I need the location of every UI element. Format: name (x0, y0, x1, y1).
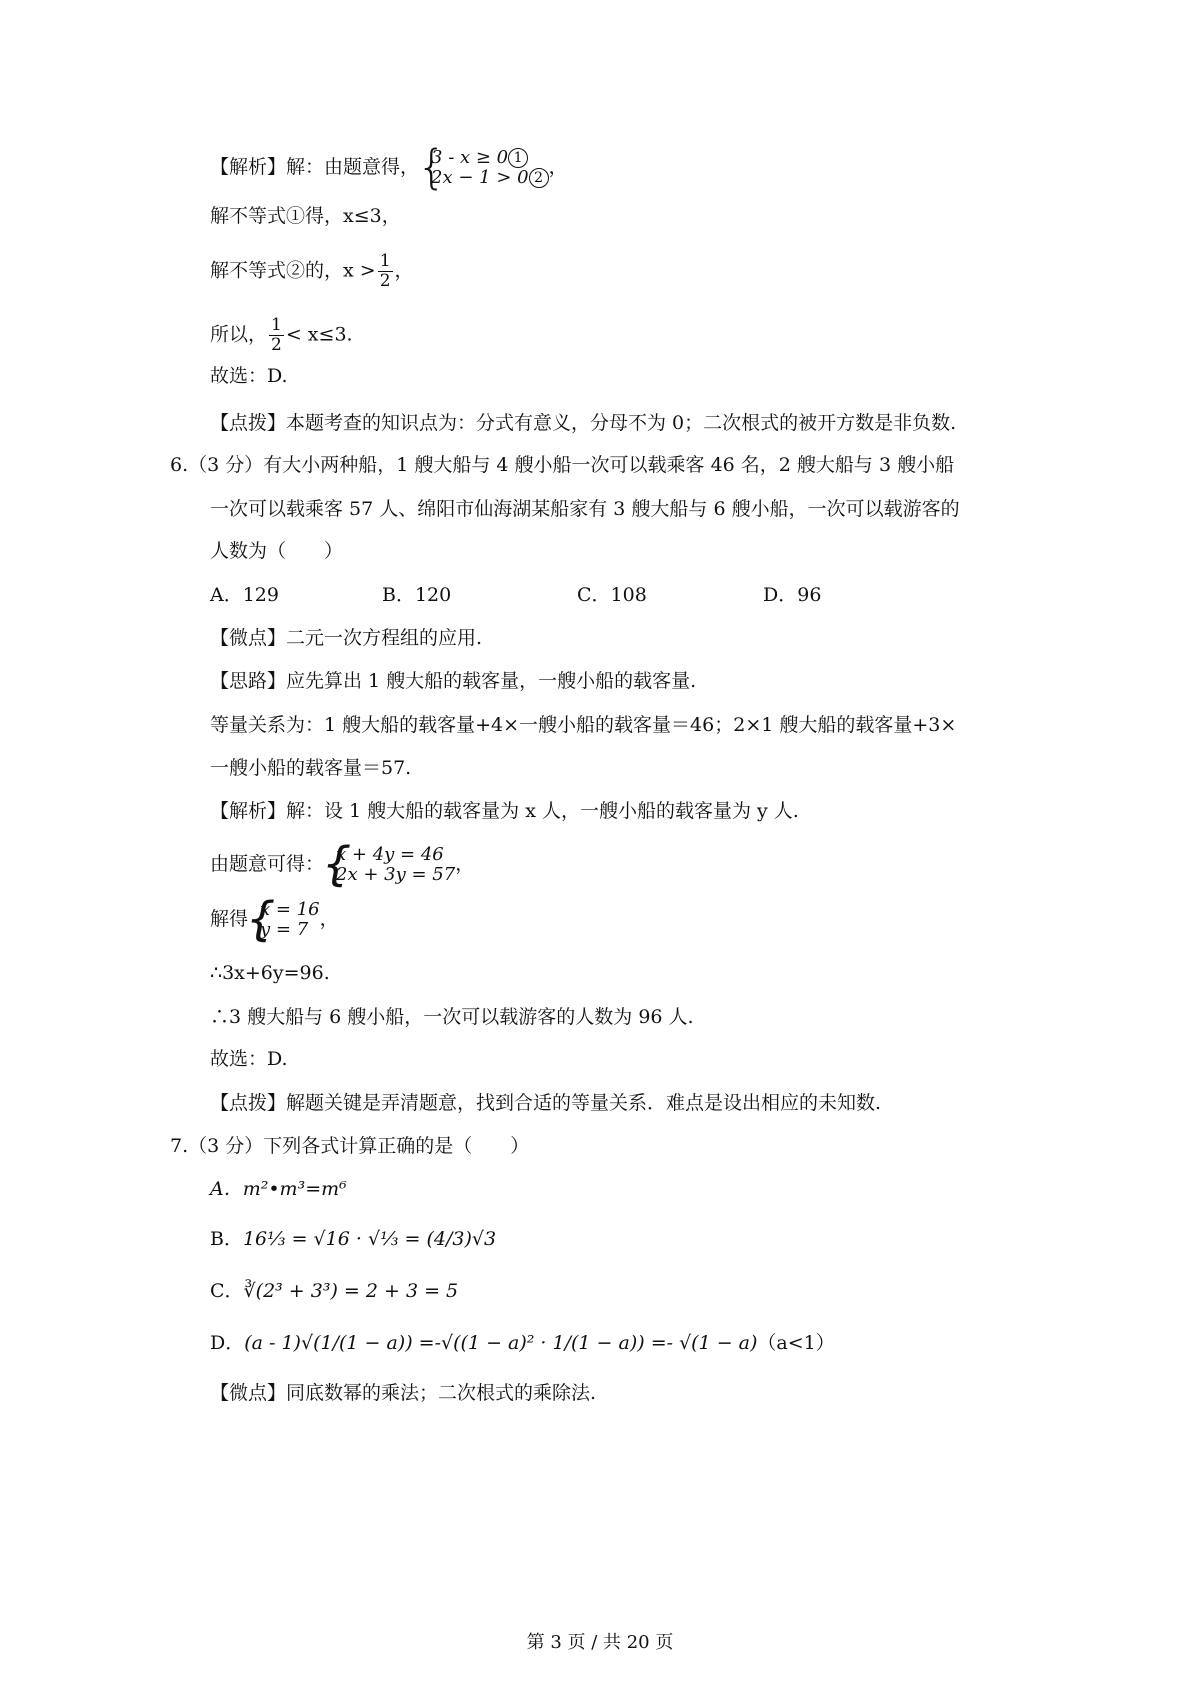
inequality-2: 2x − 1 > 0 (431, 167, 529, 188)
option-7c-expr: ∛(2³ + 3³) = 2 + 3 = 5 (243, 1280, 459, 1302)
solution-x: { x = 16 (260, 899, 320, 920)
tip-line: 【点拨】本题考查的知识点为：分式有意义，分母不为 0；二次根式的被开方数是非负数. (210, 412, 957, 434)
option-7b-label: B． (210, 1228, 243, 1250)
frac-den: 2 (379, 271, 391, 291)
frac-num: 1 (271, 315, 282, 335)
solution-y: y = 7 (260, 919, 309, 940)
option-b: B．120 (382, 584, 452, 606)
thinking-line: 【思路】应先算出 1 艘大船的载客量，一艘小船的载客量. (210, 670, 697, 692)
punct: ， (548, 156, 568, 178)
relation-line-2: 一艘小船的载客量＝57. (210, 757, 412, 779)
question-6-line-1: 6.（3 分）有大小两种船，1 艘大船与 4 艘小船一次可以载乘客 46 名，2 艘大船与 3 艘小船 (170, 454, 955, 476)
option-7a: A．m²•m³=m⁶ (210, 1178, 347, 1200)
therefore-2: ∴3 艘大船与 6 艘小船，一次可以载游客的人数为 96 人. (210, 1006, 694, 1028)
equation-system (324, 845, 455, 885)
page-footer: 第 3 页 / 共 20 页 (526, 1632, 674, 1653)
inequality-system (419, 148, 549, 188)
punct: ， (455, 853, 475, 875)
option-7c-label: C． (210, 1280, 244, 1302)
analysis-6: 【解析】解：设 1 艘大船的载客量为 x 人，一艘小船的载客量为 y 人. (210, 800, 799, 822)
equation-system-line (210, 845, 474, 885)
option-7d-label: D． (210, 1332, 245, 1354)
punct: ， (394, 259, 414, 282)
question-6-line-3: 人数为（ ） (210, 540, 344, 562)
solve-ineq-2-text: 解不等式②的，x > (210, 259, 376, 282)
option-a: A．129 (210, 584, 279, 606)
equation-1: { x + 4y = 46 (336, 844, 444, 865)
solve-ineq-1: 解不等式①得，x≤3， (210, 205, 401, 227)
fraction-half (378, 252, 393, 291)
question-6-line-2: 一次可以载乘客 57 人、绵阳市仙海湖某船家有 3 艘大船与 6 艘小船，一次可以载游客的 (210, 498, 960, 520)
tip-line-6: 【点拨】解题关键是弄清题意，找到合适的等量关系．难点是设出相应的未知数. (210, 1092, 882, 1114)
fraction-half-2 (269, 316, 284, 355)
knowledge-point: 【微点】二元一次方程组的应用. (210, 627, 483, 649)
option-7d (210, 1330, 835, 1356)
conclusion-prefix: 所以， (210, 323, 268, 346)
inequality-1: 3 - x ≥ 0 (431, 147, 509, 168)
solution-intro: 解得 (210, 908, 249, 930)
frac-den: 2 (271, 335, 282, 355)
option-d: D．96 (763, 584, 822, 606)
option-7b (210, 1226, 496, 1252)
option-7c (210, 1278, 458, 1304)
option-c: C．108 (577, 584, 647, 606)
answer-choice-6: 故选：D. (210, 1048, 288, 1070)
circled-1: 1 (508, 148, 528, 168)
answer-choice: 故选：D. (210, 365, 288, 387)
option-7d-condition: （a<1） (757, 1332, 835, 1354)
analysis-line (210, 148, 568, 188)
knowledge-point-7: 【微点】同底数幂的乘法；二次根式的乘除法. (210, 1382, 597, 1404)
frac-num: 1 (379, 251, 391, 271)
equation-intro: 由题意可得： (210, 853, 325, 875)
solve-ineq-2 (210, 252, 414, 291)
solution-system (248, 900, 320, 940)
circled-2: 2 (529, 168, 549, 188)
conclusion-rest: < x≤3. (285, 323, 353, 346)
relation-line-1: 等量关系为：1 艘大船的载客量+4×一艘小船的载客量＝46；2×1 艘大船的载客量+3× (210, 714, 957, 736)
analysis-intro: 【解析】解：由题意得， (210, 156, 420, 178)
conclusion-line (210, 316, 353, 355)
option-7d-expr: (a - 1)√(1/(1 − a)) =-√((1 − a)² · 1/(1 − a)) =- √(1 − a) (244, 1332, 758, 1354)
punct: ， (319, 908, 339, 930)
equation-2: 2x + 3y = 57 (336, 864, 456, 885)
question-7: 7.（3 分）下列各式计算正确的是（ ） (170, 1135, 530, 1157)
option-7b-expr: 16⅓ = √16 · √⅓ = (4/3)√3 (242, 1228, 497, 1250)
solution-line (210, 900, 339, 940)
therefore-1: ∴3x+6y=96. (210, 962, 330, 984)
